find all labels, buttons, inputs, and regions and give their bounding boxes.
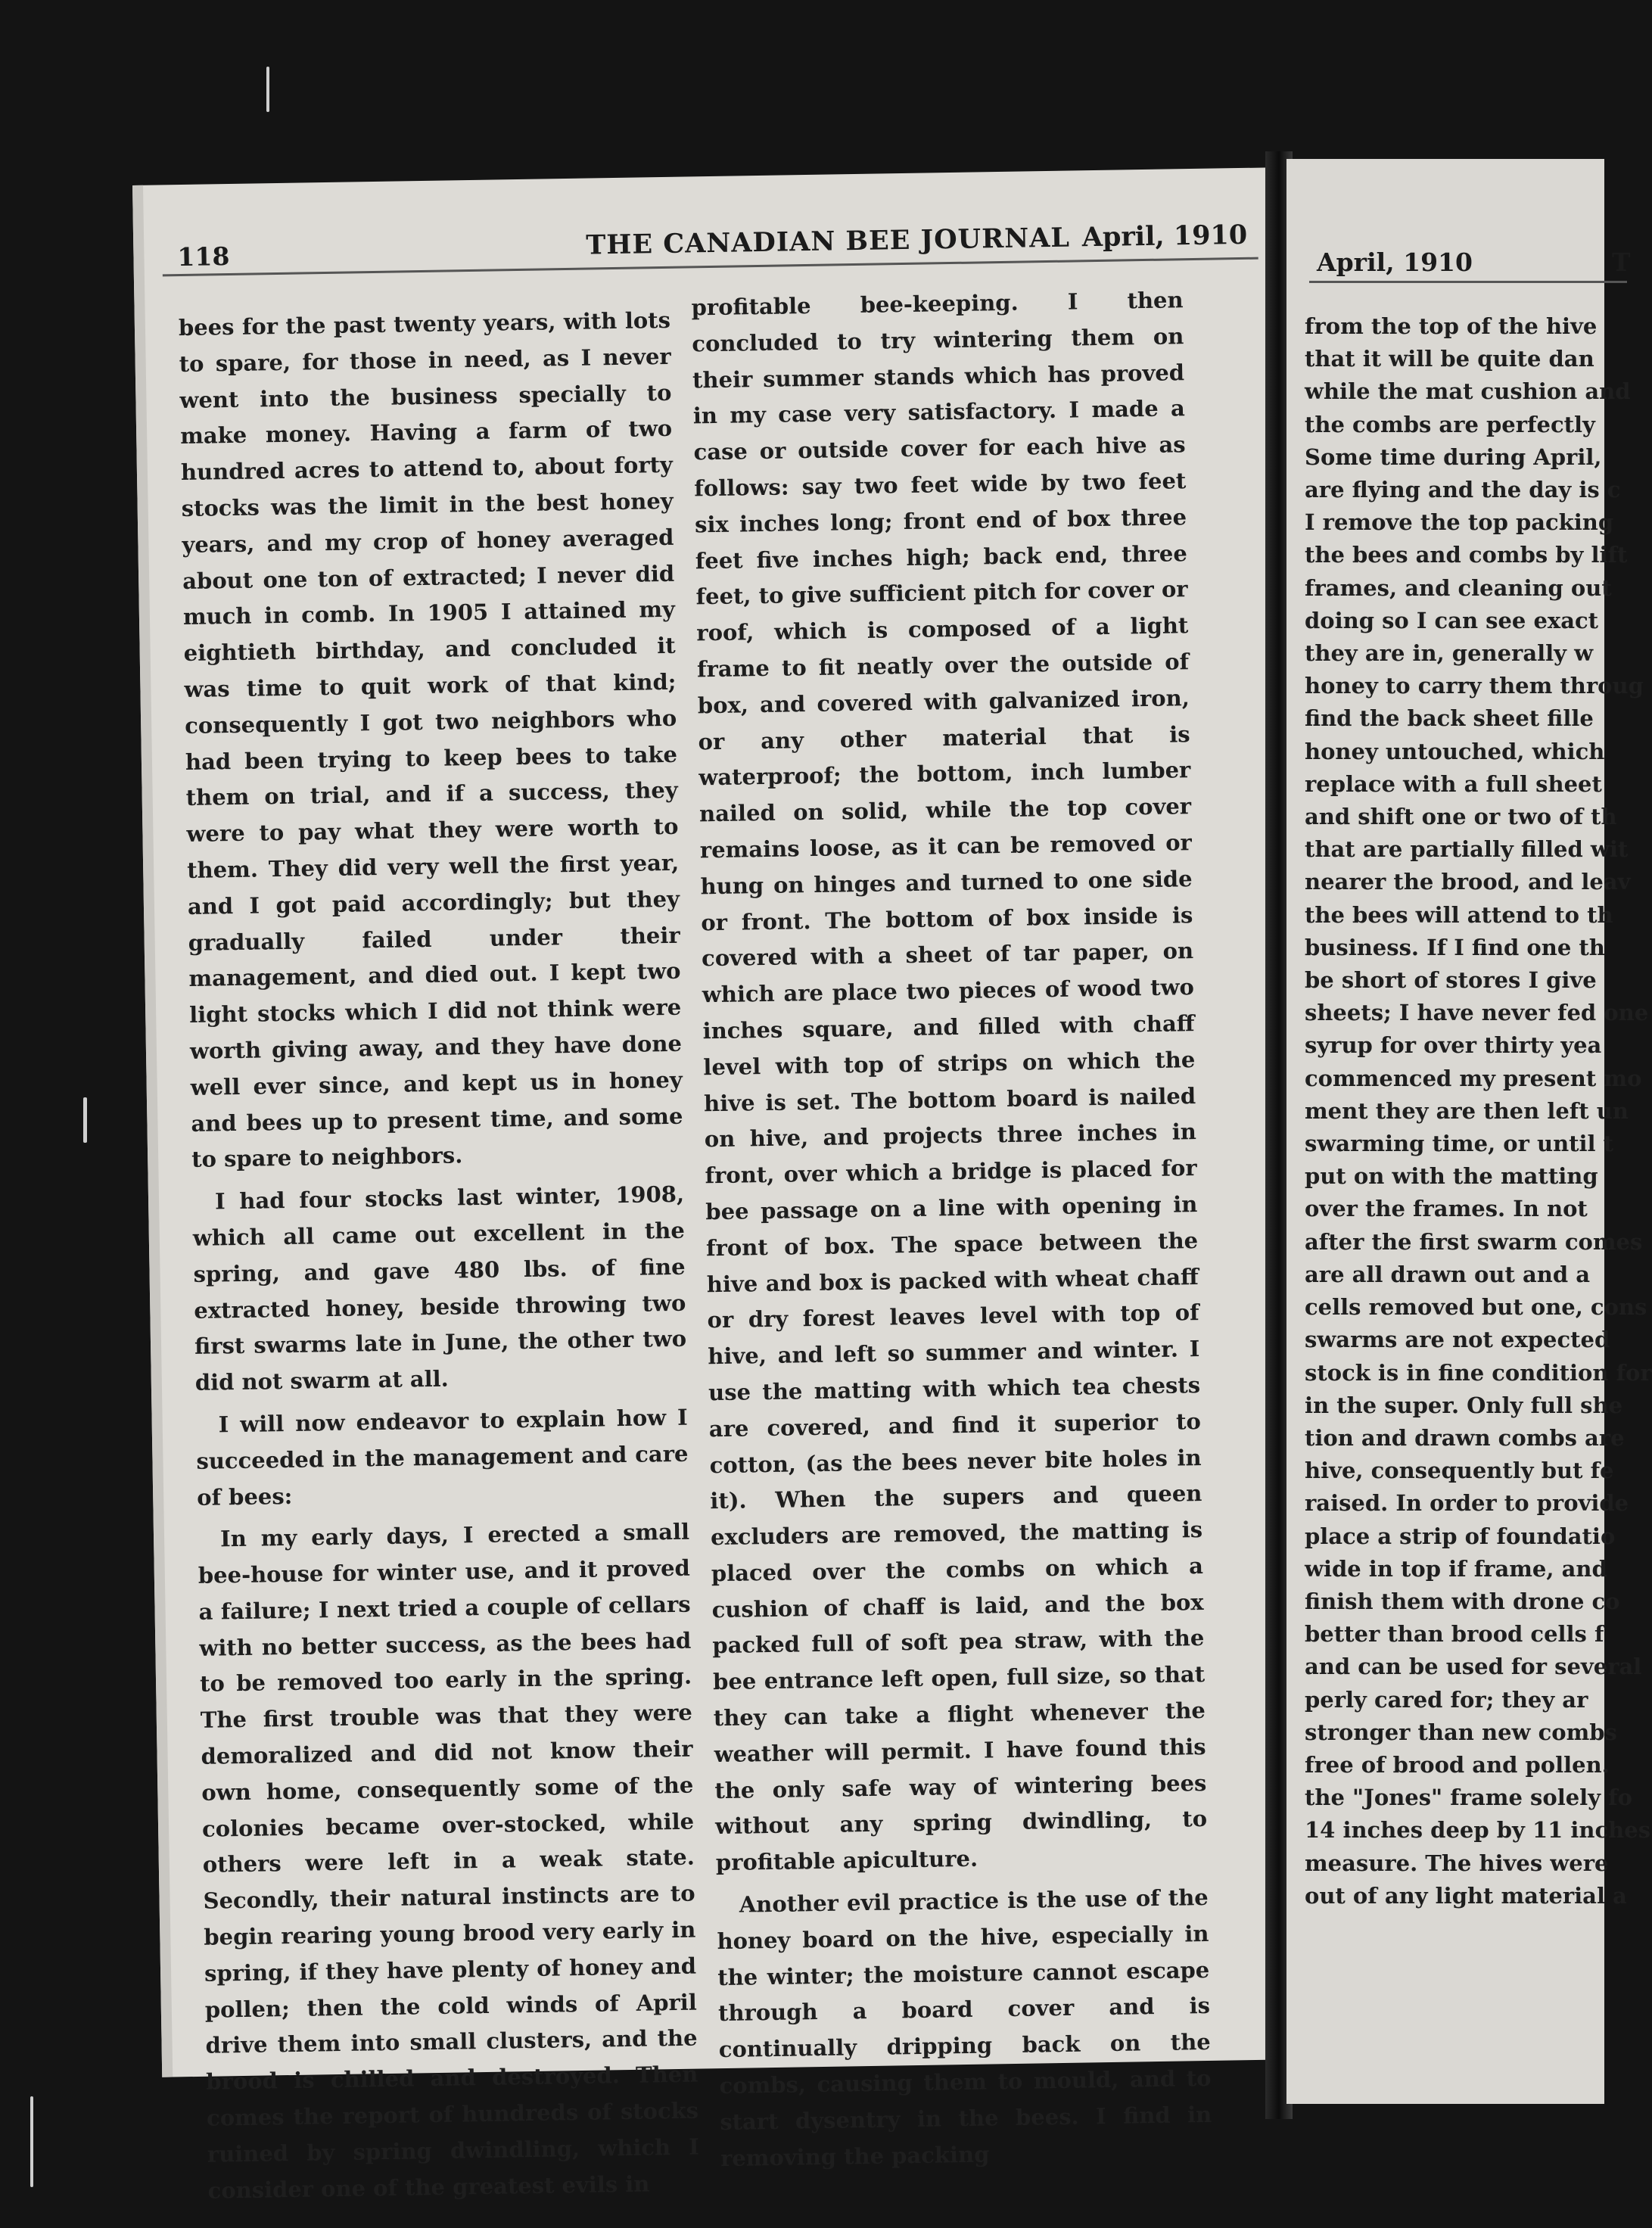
- text-line: syrup for over thirty yea: [1305, 1032, 1602, 1059]
- text-line: they are in, generally w: [1305, 640, 1594, 667]
- issue-date: April, 1910: [1317, 247, 1473, 277]
- text-line: be short of stores I give: [1305, 967, 1597, 994]
- paragraph: profitable bee-keeping. I then concluded to try wintering them on their summer stands which has proved in my case very satisfactory. I made a case or outside cover for each hive as follows: say two feet wide by two feet six inches long; front end of box three feet five inches high; back end, three feet, to give sufficient pitch for cover or roof, which is composed of a light frame to fit neatly over the outside of box, and covered with galvanized iron, or any other material that is waterproof; the bottom, inch lumber nailed on solid, while the top cover remains loose, as it can be removed or hung on hinges and turned to one side or front. The bottom of box inside is covered with a sheet of tar paper, on which are place two pieces of wood two inches square, and filled with chaff level with top of strips on which the hive is set. The bottom board is nailed on hive, and projects three inches in front, over which a bridge is placed for bee passage on a line with opening in front of box. The space between the hive and box is packed with wheat chaff or dry forest leaves level with top of hive, and left so summer and winter. I use the matting with which tea chests are covered, and find it superior to cotton, (as the bees never bite holes in it). When the supers and queen excluders are removed, the matting is placed over the combs on which a cushion of chaff is laid, and the box packed full of soft pea straw, with the bee entrance left open, full size, so that they can take a flight whenever the weather will permit. I have found this the only safe way of wintering bees without any spring dwindling, to profitable apiculture.: [691, 287, 1208, 1876]
- left-page: [132, 167, 1305, 2204]
- paragraph: I will now endeavor to explain how I succeeded in the management and care of bees:: [196, 1404, 689, 1511]
- text-line: the "Jones" frame solely fo: [1305, 1785, 1632, 1811]
- text-line: swarming time, or until t: [1305, 1131, 1614, 1157]
- text-line: and can be used for several: [1305, 1654, 1642, 1680]
- text-column-1: [179, 303, 700, 2209]
- text-line: finish them with drone co: [1305, 1588, 1620, 1614]
- paragraph: In my early days, I erected a small bee-house for winter use, and it proved a failure; I next tried a couple of cellars with no better success, as the bees had to be removed too early in the spring. The first trouble was that they were demoralized and did not know their own home, consequently some of the colonies became over-stocked, while others were left in a weak state. Secondly, their natural instincts are to begin rearing young brood very early in spring, if they have plenty of honey and pollen; then the cold winds of April drive them into small clusters, and the brood is chilled and destroyed. Then comes the report of hundreds of stocks ruined by spring dwindling, which I consider one of the greatest evils in: [198, 1518, 700, 2204]
- scan-artifact: [30, 2096, 33, 2187]
- text-line: honey to carry them throug: [1305, 673, 1644, 699]
- text-line: and shift one or two of th: [1305, 804, 1617, 830]
- text-line: nearer the brood, and leav: [1305, 869, 1631, 895]
- text-line: measure. The hives were: [1305, 1850, 1609, 1876]
- text-line: raised. In order to provide: [1305, 1490, 1629, 1517]
- page-header: [1309, 238, 1631, 283]
- text-line: after the first swarm comes: [1305, 1228, 1643, 1255]
- text-line: place a strip of foundatio: [1305, 1523, 1616, 1549]
- text-line: find the back sheet fille: [1305, 705, 1594, 732]
- text-line: out of any light material a: [1305, 1882, 1627, 1909]
- text-line: cells removed but one, cons: [1305, 1294, 1647, 1321]
- page-number: 118: [177, 241, 230, 272]
- text-line: the bees will attend to th: [1305, 901, 1613, 928]
- scan-artifact: [266, 67, 269, 112]
- journal-title: THE CANADIAN BEE JOURNAL: [585, 222, 1071, 261]
- text-line: honey untouched, which: [1305, 738, 1605, 764]
- text-line: wide in top if frame, and: [1305, 1555, 1607, 1582]
- text-line: sheets; I have never fed one: [1305, 1000, 1649, 1026]
- text-line: over the frames. In not: [1305, 1196, 1588, 1222]
- text-line: Some time during April,: [1305, 443, 1602, 470]
- text-line: the combs are perfectly: [1305, 411, 1595, 437]
- text-line: 14 inches deep by 11 inches: [1305, 1817, 1651, 1844]
- text-line: in the super. Only full she: [1305, 1392, 1623, 1418]
- text-line: frames, and cleaning out: [1305, 574, 1612, 601]
- scan-artifact: [83, 1097, 87, 1143]
- text-line: are flying and the day is c: [1305, 477, 1621, 503]
- paragraph: Another evil practice is the use of the honey board on the hive, especially in the winter; the moisture cannot escape through a board cover and is continually dripping back on the combs, causing them to mould, and to start dysentry in the bees. I find in removing the packing: [717, 1884, 1212, 2171]
- text-line: stronger than new combs: [1305, 1719, 1617, 1745]
- text-column-2: [691, 282, 1212, 2177]
- text-line: commenced my present mo: [1305, 1065, 1642, 1091]
- text-line: ment they are then left un: [1305, 1097, 1629, 1124]
- text-line: swarms are not expected: [1305, 1327, 1610, 1353]
- page-header: [162, 212, 1258, 277]
- text-line: stock is in fine condition for: [1305, 1359, 1652, 1386]
- text-line: the bees and combs by lift: [1305, 542, 1628, 568]
- paragraph: I had four stocks last winter, 1908, which all came out excellent in the spring, and gave 480 lbs. of fine extracted honey, beside throwing two first swarms late in June, the other two did not swarm at all.: [192, 1181, 687, 1396]
- text-line: doing so I can see exact: [1305, 607, 1599, 633]
- text-line: are all drawn out and a: [1305, 1261, 1590, 1287]
- text-line: hive, consequently but fe: [1305, 1458, 1614, 1484]
- text-line: I remove the top packing: [1305, 509, 1614, 536]
- text-line: better than brood cells f: [1305, 1621, 1604, 1648]
- issue-date: April, 1910: [1081, 219, 1248, 254]
- text-line: that are partially filled wit: [1305, 836, 1629, 863]
- text-line: business. If I find one th: [1305, 934, 1605, 960]
- text-line: perly cared for; they ar: [1305, 1686, 1588, 1713]
- text-line: from the top of the hive: [1305, 313, 1598, 339]
- paragraph: bees for the past twenty years, with lots to spare, for those in need, as I never went into the business specially to make money. Having a farm of two hundred acres to attend to, about forty stocks was the limit in the best honey years, and my crop of honey averaged about one ton of extracted; I never did much in comb. In 1905 I attained my eightieth birthday, and concluded it was time to quit work of that kind; consequently I got two neighbors who had been trying to keep bees to take them on trial, and if a success, they were to pay what they were worth to them. They did very well the first year, and I got paid accordingly; but they gradually failed under their management, and died out. I kept two light stocks which I did not think were worth giving away, and they have done well ever since, and kept us in honey and bees up to present time, and some to spare to neighbors.: [178, 307, 683, 1173]
- text-line: while the mat cushion and: [1305, 378, 1631, 405]
- text-line: put on with the matting: [1305, 1163, 1598, 1190]
- journal-title-fragment: T: [1612, 247, 1631, 277]
- text-line: free of brood and pollen.: [1305, 1751, 1610, 1778]
- text-line: replace with a full sheet: [1305, 770, 1602, 797]
- text-line: tion and drawn combs are: [1305, 1424, 1625, 1451]
- right-page: [1286, 159, 1652, 2104]
- text-column-right: [1305, 310, 1652, 1912]
- text-line: that it will be quite dan: [1305, 346, 1594, 372]
